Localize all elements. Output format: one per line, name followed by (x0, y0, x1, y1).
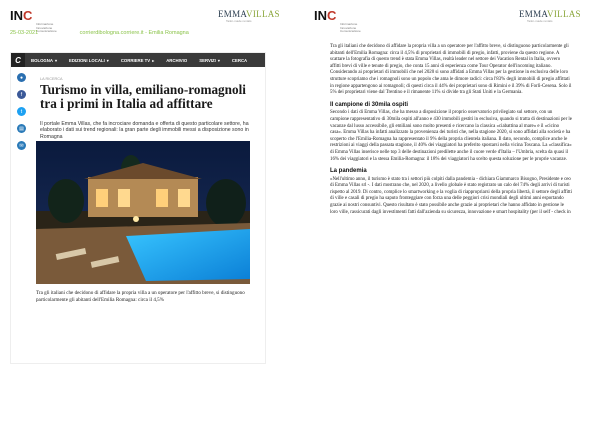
paragraph: «Nell'ultimo anno, il turismo è stato tra i settori più colpiti dalla pandemia - dichiara Giammarco Bisogno, Presidente e ceo di Emma Villas srl -. I dati mostrano che, nel 2020, a livello globale è stato registrato un calo del 74% degli arrivi di turisti rispetto al 2019. Di contro, complice lo smartworking e la voglia di riappropriarsi della propria libertà, il settore degli affitti di ville e casali di pregio ha saputo fronteggiare con forza una delle peggiori crisi mondiali degli ultimi anni esportando grazie ai nostri consuntivi. Questo risultato è stato possibile anche grazie ai proprietari che hanno affidato in gestione le loro ville, rassicurati dagli investimenti fatti dall'azienda su sicurezza, innovazione e smart hospitality (per il self - check in (330, 176, 572, 215)
nav-item-corriere-tv[interactable]: CORRIERE TV ▸ (120, 57, 155, 63)
brand-main: IN (314, 8, 327, 23)
emma-villas-logo (519, 9, 581, 19)
paragraph: Secondo i dati di Emma Villas, che ha messo a disposizione il proprio osservatorio privilegiato sul settore, con un campione rappresentativo di 30mila ospiti all'anno e 430 immobili gestiti in esclusiva, quando si tratta di destinazioni per le vacanze dal lusso accessibile, gli emiliani sono molto presenti e ricercano la classica «ciabattina al mare» e il «cicino casa». Emma Villas ha infatti analizzato la provenienza dei turisti che, nella stagione 2020, si sono affidati alla società e ha scoperto che l'Emilia-Romagna ha rappresentato il 9% della propria clientela italiana. Il dato, secondo, complice anche le restrizioni ai viaggi della passata stagione, il 40% dei viaggiatori ha preferito spostarsi nella vicina Toscana. La «classifica» di Emma Villas inserisce nelle top 3 delle destinazioni predilette anche il cuore verde d'Italia – l'Umbria, scelta da quasi il 16% dei viaggiatori e la stessa Emilia-Romagna: il 18% dei viaggiatori ha scelto questa soluzione per le proprie vacanze. (330, 110, 572, 162)
social-share-bar (17, 73, 26, 150)
partner-part1: EMMA (218, 9, 247, 19)
partner-part2: VILLAS (547, 9, 581, 19)
emma-villas-logo (218, 9, 280, 19)
partner-part2: VILLAS (246, 9, 280, 19)
nav-item-servizi[interactable]: SERVIZI ▾ (199, 57, 220, 63)
brand-subtitle: Informazione Innovazione Comunicazione (340, 22, 361, 33)
partner-subtitle: Tailor-made rentals (527, 19, 553, 23)
partner-subtitle: Tailor-made rentals (226, 19, 252, 23)
brand-main: IN (10, 8, 23, 23)
mail-icon[interactable]: ✉ (17, 141, 26, 150)
section-heading: La pandemia (330, 168, 367, 175)
partner-part1: EMMA (519, 9, 548, 19)
article-date: 25-03-2021 (10, 30, 39, 36)
inc-logo (314, 8, 336, 23)
nav-item-bologna[interactable]: BOLOGNA ▾ (31, 57, 57, 63)
article-continuation (330, 44, 572, 221)
article-body-start: Tra gli italiani che decidono di affidare la propria villa a un operatore per l'affitto breve, si distinguono particolarmente gli abitanti dell'Emilia Romagna: circa il 4,5% (36, 290, 245, 303)
article-lede: Il portale Emma Villas, che fa incrociare domanda e offerta di questo particolare settore, ha elaborato i dati sui trend regionali: la gran parte degli immobili messi a disposizione sono in Romagna (40, 121, 249, 140)
site-navbar (11, 53, 265, 67)
facebook-icon[interactable]: f (17, 90, 26, 99)
chevron-down-icon: ▾ (54, 57, 57, 63)
chevron-down-icon: ▾ (106, 57, 109, 63)
brand-accent: C (23, 8, 33, 23)
meta-row (10, 30, 189, 36)
article-category: LA RICERCA (40, 77, 63, 81)
chevron-down-icon: ▾ (217, 57, 220, 63)
right-page (300, 0, 600, 424)
play-icon: ▸ (152, 57, 155, 63)
article-headline: Turismo in villa, emiliano-romagnoli tra i primi in Italia ad affittare (40, 82, 246, 111)
comment-icon[interactable]: ● (17, 73, 26, 82)
twitter-icon[interactable]: t (17, 107, 26, 116)
print-icon[interactable]: ▤ (17, 124, 26, 133)
nav-item-cerca[interactable]: CERCA (231, 57, 248, 63)
section-heading: Il campione di 30mila ospiti (330, 101, 409, 108)
inc-logo (10, 8, 32, 23)
nav-item-archivio[interactable]: ARCHIVIO (166, 57, 188, 63)
corriere-logo[interactable]: C (11, 53, 25, 67)
villa-pool-photo (36, 141, 250, 284)
paragraph: Tra gli italiani che decidono di affidare la propria villa a un operatore per l'affitto breve, si distinguono particolarmente gli abitanti dell'Emilia Romagna: circa il 4,5% di proprietari di immobili di pregio, infatti, proviene da questo regione. A scattare la fotografia di questo trend è stata Emma Villas, realtà leader nel settore dei Vacation Rental in Italia, ovvero affitti brevi di ville e tenute di pregio, che conta 15 anni di esperienza come Tour Operator dell'incoming italiano. Considerando ai proprietari di immobili che nel 2020 si sono affidati a Emma Villas per la gestione in esclusiva delle loro strutture scopriamo che i romagnoli sono un popolo che ama le dimore radici: circa l'83% degli immobili di pregio affittati in regione appartengono ai romagnoli; di questi circa il 44% dei proprietari sono di Rimini e il 39% di Forlì-Cesena. Solo il 5% dei proprietari viene dal Trentino e il rimanente 11% si divide tra gli Stati Uniti e la Germania. (330, 44, 572, 96)
article-source[interactable]: corrierdibologna.corriere.it - Emilia Romagna (79, 30, 189, 36)
brand-subtitle: Informazione Innovazione Comunicazione (36, 22, 57, 33)
brand-accent: C (327, 8, 337, 23)
nav-item-edizioni[interactable]: EDIZIONI LOCALI ▾ (68, 57, 109, 63)
